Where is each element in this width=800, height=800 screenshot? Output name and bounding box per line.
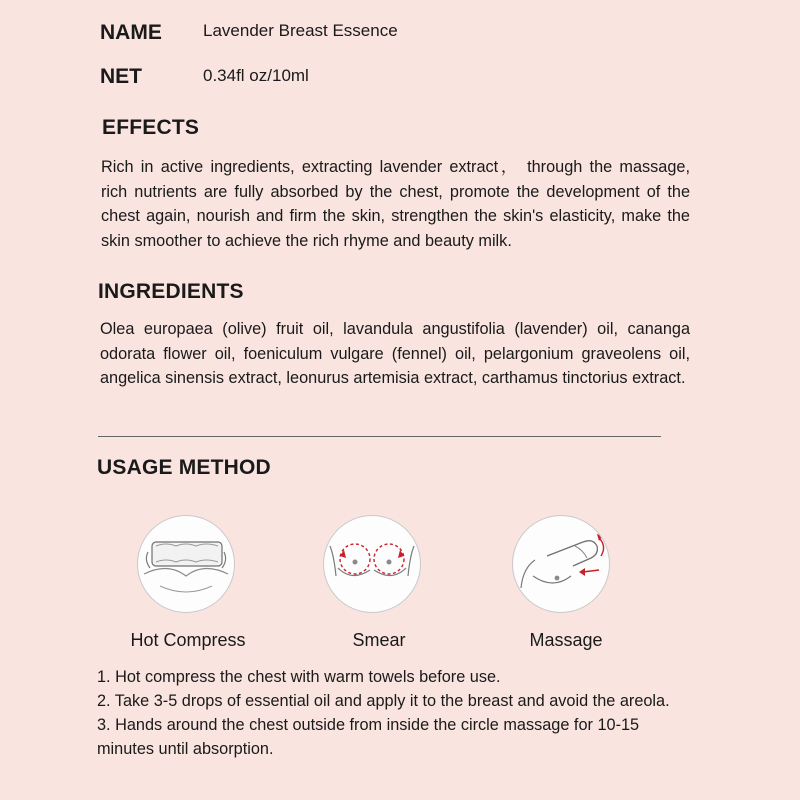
usage-step: 3. Hands around the chest outside from inside the circle massage for 10-15 minutes until absorption.: [97, 716, 640, 758]
product-name: Lavender Breast Essence: [203, 21, 398, 40]
usage-step: 2. Take 3-5 drops of essential oil and apply it to the breast and avoid the areola.: [97, 692, 670, 710]
net-volume: 0.34fl oz/10ml: [203, 66, 309, 85]
method-label-hot-compress: Hot Compress: [130, 630, 246, 650]
usage-steps: [97, 665, 697, 761]
usage-heading: USAGE METHOD: [97, 456, 271, 479]
method-label-massage: Massage: [529, 630, 603, 650]
ingredients-text: Olea europaea (olive) fruit oil, lavandula angustifolia (lavender) oil, cananga odorata flower oil, foeniculum vulgare (fennel) oil, pelargonium graveolens oil, angelica sinensis extract, leonurus artemisia extract, carthamus tinctorius extract.: [100, 320, 690, 387]
net-label: NET: [100, 65, 142, 88]
hot-compress-icon: [137, 515, 235, 613]
ingredients-heading: INGREDIENTS: [98, 280, 244, 303]
usage-step: 1. Hot compress the chest with warm towels before use.: [97, 668, 501, 686]
name-label: NAME: [100, 21, 162, 44]
effects-text: Rich in active ingredients, extracting lavender extract， through the massage, rich nutrients are fully absorbed by the chest, promote the development of the chest again, nourish and firm the skin, strengthen the skin's elasticity, make the skin smoother to achieve the rich rhyme and beauty milk.: [101, 158, 690, 250]
smear-icon: [323, 515, 421, 613]
effects-heading: EFFECTS: [102, 116, 200, 139]
section-divider: [98, 436, 661, 437]
method-label-smear: Smear: [352, 630, 406, 650]
massage-icon: [512, 515, 610, 613]
